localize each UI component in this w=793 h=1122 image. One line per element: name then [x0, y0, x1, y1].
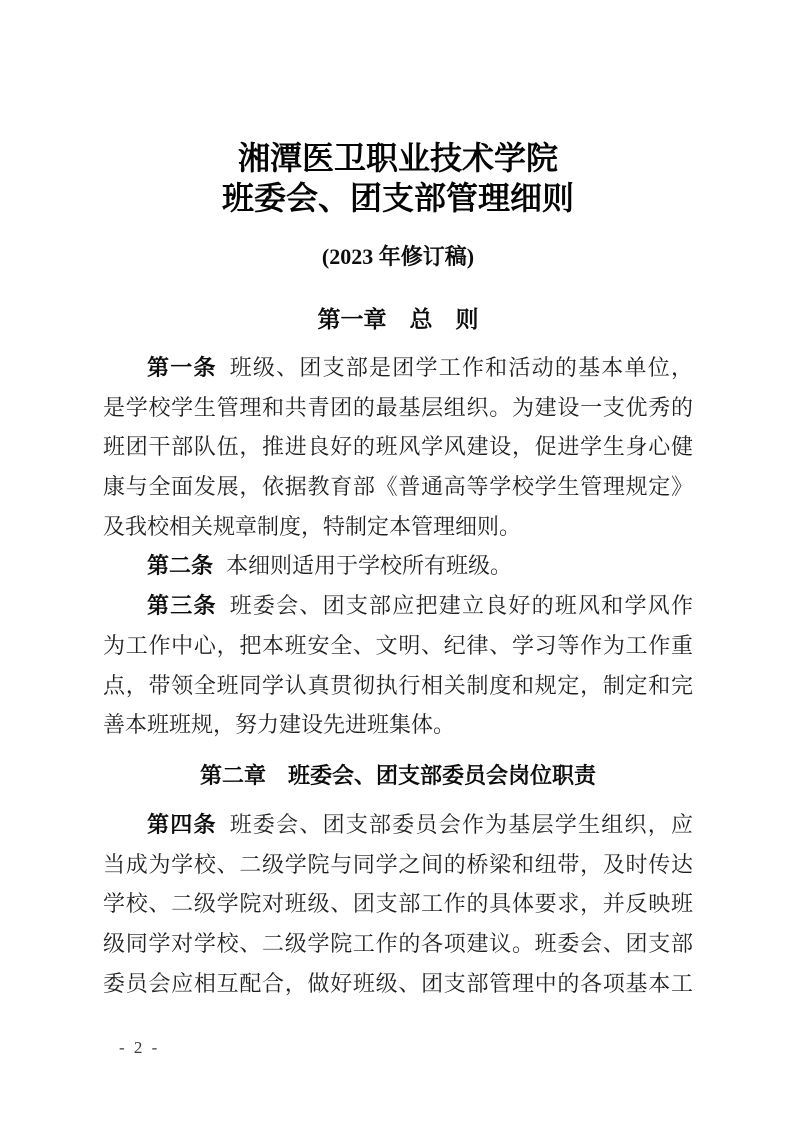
page-content [103, 138, 693, 1003]
article3-label: 第三条 [147, 593, 217, 619]
text-line: 为工作中心，把本班安全、文明、纪律、学习等作为工作重 [103, 632, 693, 658]
article1-label: 第一条 [147, 355, 217, 380]
article4-label: 第四条 [147, 811, 217, 837]
document-subtitle: (2023 年修订稿) [321, 244, 475, 269]
text-line-content: 本细则适用于学校所有班级。 [226, 553, 513, 579]
text-line: 康与全面发展，依据教育部《普通高等学校学生管理规定》 [103, 474, 693, 500]
text-line: 级同学对学校、二级学院工作的各项建议。班委会、团支部 [103, 930, 693, 956]
chapter1-heading: 第一章 总 则 [317, 306, 479, 332]
text-line [103, 546, 693, 586]
text-line-content: 班委会、团支部委员会作为基层学生组织，应 [229, 811, 693, 837]
article3-paragraph [103, 586, 693, 745]
text-line: 点，带领全班同学认真贯彻执行相关制度和规定，制定和完 [103, 672, 693, 698]
text-line [103, 348, 693, 388]
text-line: 善本班班规，努力建设先进班集体。 [103, 712, 456, 738]
article1-paragraph [103, 348, 693, 546]
text-line [103, 805, 693, 845]
article4-paragraph [103, 805, 693, 1003]
text-line-content: 班级、团支部是团学工作和活动的基本单位， [229, 355, 693, 380]
article2-paragraph [103, 546, 693, 586]
chapter2-heading: 第二章 班委会、团支部委员会岗位职责 [199, 762, 596, 788]
text-line: 当成为学校、二级学院与同学之间的桥梁和纽带，及时传达 [103, 851, 693, 877]
document-title-line2: 班委会、团支部管理细则 [221, 180, 574, 216]
text-line: 是学校学生管理和共青团的最基层组织。为建设一支优秀的 [103, 394, 693, 420]
document-title-line1: 湘潭医卫职业技术学院 [237, 140, 558, 176]
article2-label: 第二条 [147, 553, 214, 579]
text-line-content: 班委会、团支部应把建立良好的班风和学风作 [229, 593, 693, 619]
text-line: 学校、二级学院对班级、团支部工作的具体要求，并反映班 [103, 891, 693, 917]
text-line: 班团干部队伍，推进良好的班风学风建设，促进学生身心健 [103, 434, 693, 460]
text-line [103, 586, 693, 626]
document-title [103, 138, 693, 218]
text-line: 委员会应相互配合，做好班级、团支部管理中的各项基本工 [103, 970, 693, 996]
page-number: - 2 - [119, 1038, 160, 1057]
text-line: 及我校相关规章制度，特制定本管理细则。 [103, 513, 522, 539]
